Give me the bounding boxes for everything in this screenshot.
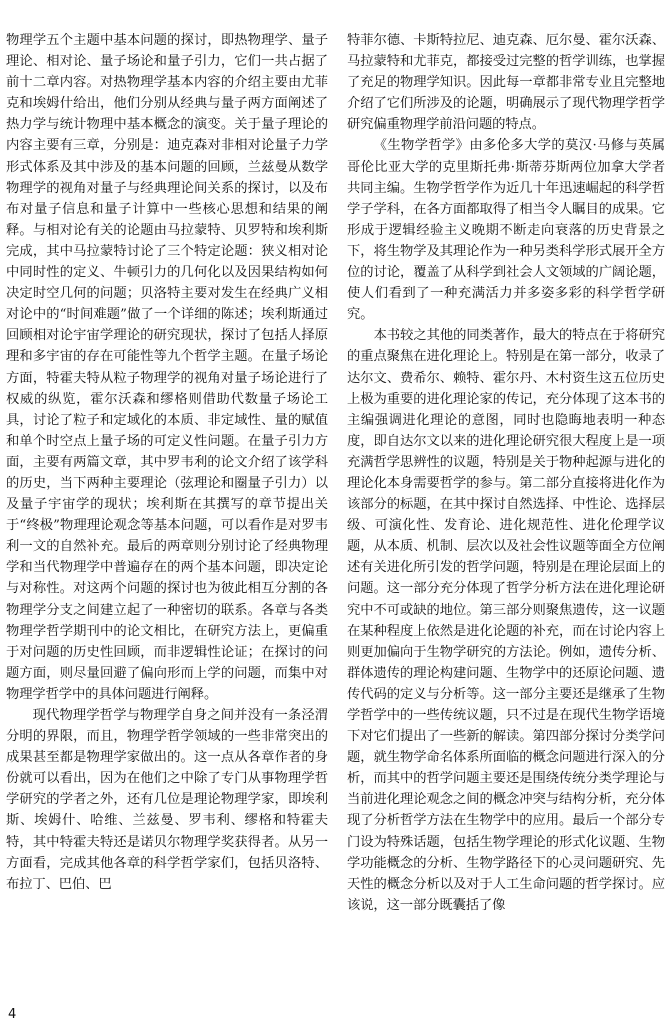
page-number: 4 bbox=[8, 1007, 17, 1022]
paragraph-biology-intro: 《生物学哲学》由多伦多大学的莫汉·马修与英属哥伦比亚大学的克里斯托弗·斯蒂芬斯两位加拿大学者共同主编。生物学哲学作为近几十年迅速崛起的科学哲学子学科，在各方面都取得了相当令人瞩目的成果。它形成于逻辑经验主义晚期不断走向衰落的历史背景之下，将生物学及其理论作为一种另类科学形式展开全方位的讨论，覆盖了从科学到社会人文领域的广阔论题，使人们看到了一种充满活力并多姿多彩的科学哲学研究。 bbox=[347, 138, 665, 323]
paragraph-physics-authors: 特菲尔德、卡斯特拉尼、迪克森、厄尔曼、霍尔沃森、马拉蒙特和尤菲克，都接受过完整的哲学训练，也掌握了充足的物理学知识。因此每一章都非常专业且完整地介绍了它们所涉及的论题，明确展示了现代物理学哲学研究偏重物理学前沿问题的特点。 bbox=[347, 33, 665, 133]
paragraph-biology-evolution: 本书较之其他的同类著作，最大的特点在于将研究的重点聚焦在进化理论上。特别是在第一部分，收录了达尔文、费希尔、赖特、霍尔丹、木村资生这五位历史上极为重要的进化理论家的传记，充分体现了这本书的主编强调进化理论的意图，同时也隐晦地表明一种态度，即自达尔文以来的进化理论研究很大程度上是一项充满哲学思辨性的议题，特别是关于物种起源与进化的理论化本身需要哲学的参与。第二部分直接将进化作为该部分的标题，在其中探讨自然选择、中性论、选择层级、可演化性、发育论、进化规范性、进化伦理学议题，从本质、机制、层次以及社会性议题等面全方位阐述有关进化所引发的哲学问题，特别是在理论层面上的问题。这一部分充分体现了哲学分析方法在进化理论研究中不可或缺的地位。第三部分则聚焦遗传，这一议题在某种程度上依然是进化论题的补充，而在讨论内容上则更加偏向于生物学研究的方法论。例如，遗传分析、群体遗传的理论构建问题、生物学中的还原论问题、遗传代码的定义与分析等。这一部分主要还是继承了生物学哲学中的一些传统议题，只不过是在现代生物学语境下对它们提出了一些新的解读。第四部分探讨分类学问题，就生物学命名体系所面临的概念问题进行深入的分析，而其中的哲学问题主要还是围绕传统分类学理论与当前进化理论观念之间的概念冲突与结构分析，充分体现了分析哲学方法在生物学中的应用。最后一个部分专门设为特殊话题，包括生物学理论的形式化议题、生物学功能概念的分析、生物学路径下的心灵问题研究、先天性的概念分析以及对于人工生命问题的哲学探讨。应该说，这一部分既囊括了像 bbox=[347, 328, 665, 913]
paragraph-physics-themes: 物理学五个主题中基本问题的探讨，即热物理学、量子理论、相对论、量子场论和量子引力，它们一共占据了前十二章内容。对热物理学基本内容的介绍主要由尤菲克和埃姆什给出，他们分别从经典与量子两方面阐述了热力学与统计物理中基本概念的演变。关于量子理论的内容主要有三章，分别是：迪克森对非相对论量子力学形式体系及其中涉及的基本问题的回顾，兰兹曼从数学物理学的视角对量子与经典理论间关系的探讨，以及布布对量子信息和量子计算中一些核心思想和结果的阐释。与相对论有关的论题由马拉蒙特、贝罗特和埃利斯完成，其中马拉蒙特讨论了三个特定论题：狭义相对论中同时性的定义、牛顿引力的几何化以及因果结构如何决定时空几何的问题；贝洛特主要对发生在经典广义相对论中的“时间难题”做了一个详细的陈述；埃利斯通过回顾相对论宇宙学理论的研究现状，探讨了包括人择原理和多宇宙的存在可能性等九个哲学主题。在量子场论方面，特霍夫特从粒子物理学的视角对量子场论进行了权威的纵览，霍尔沃森和缪格则借助代数量子场论工具，讨论了粒子和定域化的本质、非定域性、量的赋值和单个时空点上量子场的可定义性问题。在量子引力方面，主要有两篇文章，其中罗韦利的论文介绍了该学科的历史，当下两种主要理论（弦理论和圈量子引力）以及量子宇宙学的现状；埃利斯在其撰写的章节提出关于“终极”物理理论观念等基本问题，可以看作是对罗韦利一文的自然补充。最后的两章则分别讨论了经典物理学和当代物理学中普遍存在的两个基本问题，即决定论与对称性。对这两个问题的探讨也为彼此相互分割的各物理学分支之间建立起了一种密切的联系。各章与各类物理学哲学期刊中的论文相比，在研究方法上，更偏重于对问题的历史性回顾，而非逻辑性论证；在探讨的问题方面，则尽量回避了偏向形而上学的问题，而集中对物理学哲学中的具体问题进行阐释。 bbox=[6, 33, 328, 702]
left-text-column bbox=[6, 30, 328, 895]
paragraph-physics-boundary: 现代物理学哲学与物理学自身之间并没有一条泾渭分明的界限，而且，物理学哲学领域的一些非常突出的成果甚至都是物理学家做出的。这一点从各章作者的身份就可以看出，因为在他们之中除了专门从事物理学哲学研究的学者之外，还有几位是理论物理学家，即埃利斯、埃姆什、哈维、兰兹曼、罗韦利、缪格和特霍夫特，其中特霍夫特还是诺贝尔物理学奖获得者。从另一方面看，完成其他各章的科学哲学家们，包括贝洛特、布拉丁、巴伯、巴 bbox=[6, 708, 328, 892]
right-text-column bbox=[347, 30, 665, 916]
